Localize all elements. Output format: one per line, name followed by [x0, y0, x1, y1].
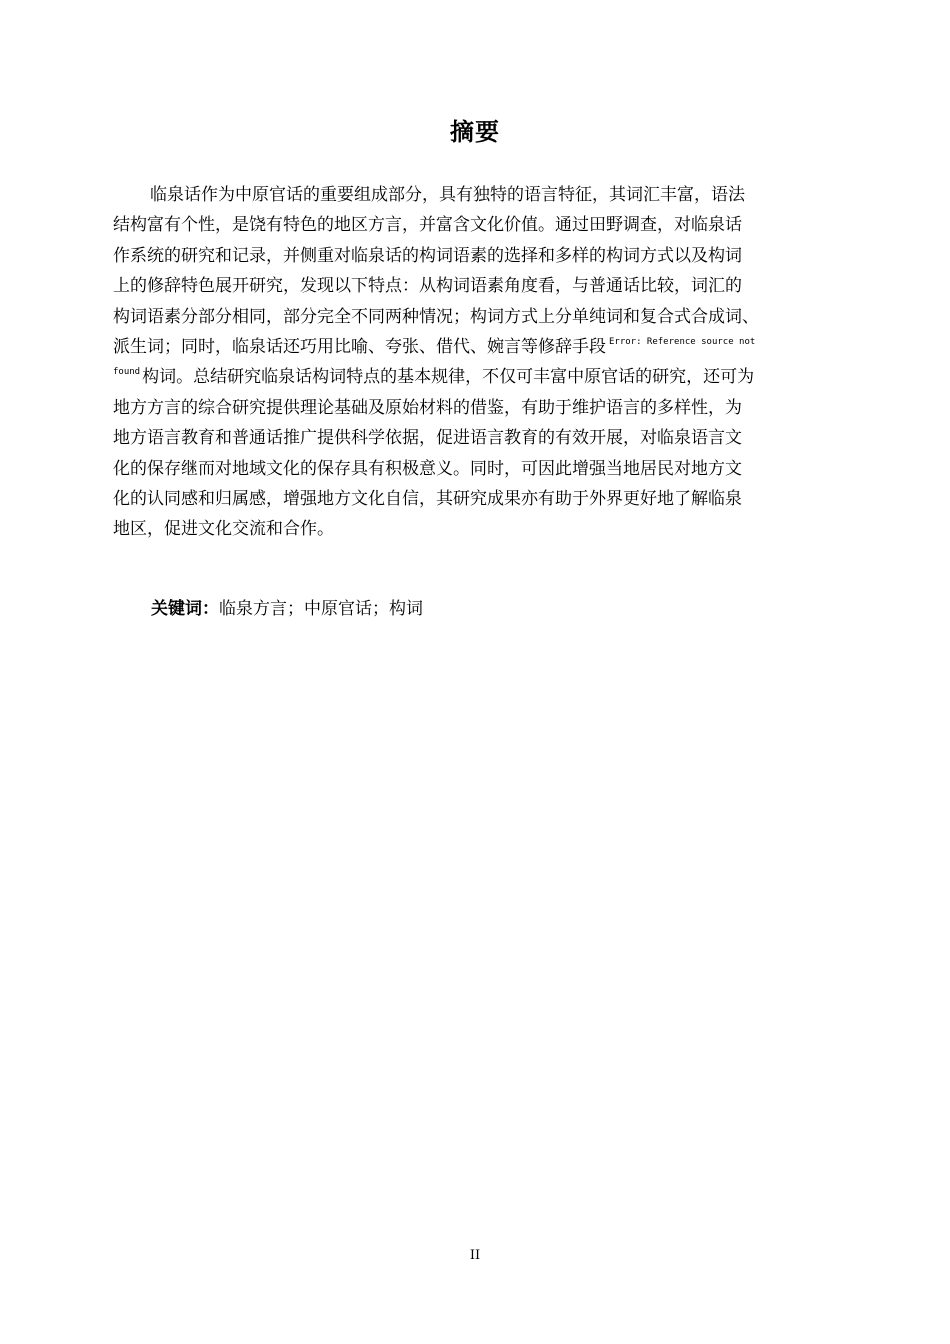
reference-error-text: Error: Reference source not [609, 336, 756, 347]
abstract-line-text: 构词。总结研究临泉话构词特点的基本规律，不仅可丰富中原官话的研究，还可为 [142, 367, 755, 388]
abstract-line-text: 派生词；同时，临泉话还巧用比喻、夸张、借代、婉言等修辞手段 [113, 336, 606, 357]
abstract-line: 化的认同感和归属感，增强地方文化自信，其研究成果亦有助于外界更好地了解临泉 [113, 488, 742, 509]
abstract-line: 结构富有个性，是饶有特色的地区方言，并富含文化价值。通过田野调查，对临泉话 [113, 215, 742, 236]
abstract-line: 上的修辞特色展开研究，发现以下特点：从构词语素角度看，与普通话比较，词汇的 [113, 276, 742, 297]
abstract-line: 地方语言教育和普通话推广提供科学依据，促进语言教育的有效开展，对临泉语言文 [113, 428, 742, 449]
abstract-body [113, 180, 839, 545]
abstract-line: 构词语素分部分相同，部分完全不同两种情况；构词方式上分单纯词和复合式合成词、 [113, 306, 759, 327]
keywords [151, 594, 423, 624]
abstract-line [113, 362, 839, 392]
page-number: II [469, 1248, 481, 1263]
abstract-line: 地方方言的综合研究提供理论基础及原始材料的借鉴，有助于维护语言的多样性，为 [113, 397, 742, 418]
keywords-value: 临泉方言；中原官话；构词 [219, 599, 423, 619]
abstract-line: 临泉话作为中原官话的重要组成部分，具有独特的语言特征，其词汇丰富，语法 [150, 185, 745, 205]
reference-error-text: found [113, 367, 141, 378]
abstract-line: 作系统的研究和记录，并侧重对临泉话的构词语素的选择和多样的构词方式以及构词 [113, 245, 742, 266]
page-title: 摘要 [450, 118, 500, 146]
abstract-line [113, 332, 839, 362]
keywords-label: 关键词： [151, 599, 219, 619]
abstract-line: 地区，促进文化交流和合作。 [113, 519, 334, 540]
abstract-line: 化的保存继而对地域文化的保存具有积极意义。同时，可因此增强当地居民对地方文 [113, 458, 742, 479]
